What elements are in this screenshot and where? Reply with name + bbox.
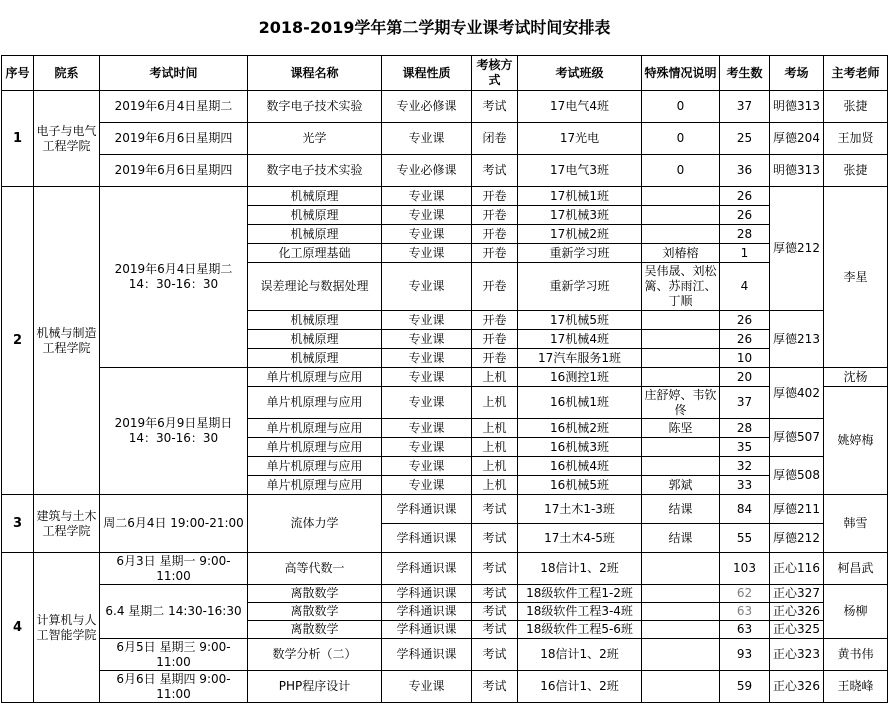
method-cell: 上机 xyxy=(472,438,518,457)
nature-cell: 专业课 xyxy=(382,349,472,368)
table-row xyxy=(2,671,888,703)
table-row xyxy=(2,639,888,671)
count-cell: 35 xyxy=(720,438,770,457)
note-cell xyxy=(642,349,720,368)
table-row xyxy=(2,91,888,123)
note-cell: 结课 xyxy=(642,524,720,553)
nature-cell: 专业课 xyxy=(382,263,472,311)
nature-cell: 专业课 xyxy=(382,457,472,476)
method-cell: 上机 xyxy=(472,419,518,438)
header-dept: 院系 xyxy=(34,56,100,91)
course-cell: 机械原理 xyxy=(248,349,382,368)
room-cell: 厚德212 xyxy=(770,524,824,553)
method-cell: 开卷 xyxy=(472,330,518,349)
course-cell: 数字电子技术实验 xyxy=(248,155,382,187)
count-cell: 10 xyxy=(720,349,770,368)
room-cell: 厚德402 xyxy=(770,368,824,419)
dept-cell: 建筑与土木工程学院 xyxy=(34,495,100,553)
method-cell: 开卷 xyxy=(472,311,518,330)
method-cell: 考试 xyxy=(472,621,518,639)
table-row xyxy=(2,368,888,387)
teacher-cell: 黄书伟 xyxy=(824,639,888,671)
class-cell: 18信计1、2班 xyxy=(518,639,642,671)
nature-cell: 专业课 xyxy=(382,244,472,263)
room-cell: 厚德204 xyxy=(770,123,824,155)
nature-cell: 学科通识课 xyxy=(382,553,472,585)
nature-cell: 专业课 xyxy=(382,387,472,419)
note-cell: 0 xyxy=(642,123,720,155)
method-cell: 上机 xyxy=(472,368,518,387)
count-cell: 36 xyxy=(720,155,770,187)
method-cell: 上机 xyxy=(472,387,518,419)
note-cell: 结课 xyxy=(642,495,720,524)
class-cell: 17机械1班 xyxy=(518,187,642,206)
header-method: 考核方式 xyxy=(472,56,518,91)
note-cell xyxy=(642,438,720,457)
class-cell: 重新学习班 xyxy=(518,244,642,263)
seq-cell: 4 xyxy=(2,553,34,703)
nature-cell: 学科通识课 xyxy=(382,621,472,639)
method-cell: 考试 xyxy=(472,91,518,123)
nature-cell: 专业课 xyxy=(382,438,472,457)
teacher-cell: 杨柳 xyxy=(824,585,888,639)
method-cell: 开卷 xyxy=(472,244,518,263)
note-cell xyxy=(642,368,720,387)
count-cell: 93 xyxy=(720,639,770,671)
nature-cell: 专业课 xyxy=(382,123,472,155)
course-cell: PHP程序设计 xyxy=(248,671,382,703)
class-cell: 16机械5班 xyxy=(518,476,642,495)
count-cell: 4 xyxy=(720,263,770,311)
note-cell xyxy=(642,225,720,244)
course-cell: 机械原理 xyxy=(248,206,382,225)
note-cell: 陈坚 xyxy=(642,419,720,438)
nature-cell: 专业课 xyxy=(382,206,472,225)
teacher-cell: 李星 xyxy=(824,187,888,368)
count-cell: 26 xyxy=(720,187,770,206)
method-cell: 闭卷 xyxy=(472,123,518,155)
teacher-cell: 柯昌武 xyxy=(824,553,888,585)
count-cell: 37 xyxy=(720,91,770,123)
nature-cell: 专业课 xyxy=(382,187,472,206)
note-cell xyxy=(642,330,720,349)
class-cell: 17汽车服务1班 xyxy=(518,349,642,368)
note-cell: 0 xyxy=(642,91,720,123)
course-cell: 离散数学 xyxy=(248,603,382,621)
nature-cell: 学科通识课 xyxy=(382,585,472,603)
room-cell: 厚德212 xyxy=(770,187,824,311)
nature-cell: 学科通识课 xyxy=(382,495,472,524)
count-cell: 37 xyxy=(720,387,770,419)
course-cell: 数学分析（二） xyxy=(248,639,382,671)
teacher-cell: 沈杨 xyxy=(824,368,888,387)
class-cell: 16机械3班 xyxy=(518,438,642,457)
time-cell: 2019年6月4日星期二 xyxy=(100,91,248,123)
header-seq: 序号 xyxy=(2,56,34,91)
time-cell: 2019年6月9日星期日 14：30-16：30 xyxy=(100,368,248,495)
count-cell: 32 xyxy=(720,457,770,476)
table-row xyxy=(2,123,888,155)
count-cell: 26 xyxy=(720,330,770,349)
time-cell: 6月3日 星期一 9:00-11:00 xyxy=(100,553,248,585)
count-cell: 33 xyxy=(720,476,770,495)
course-cell: 单片机原理与应用 xyxy=(248,368,382,387)
nature-cell: 专业课 xyxy=(382,330,472,349)
course-cell: 高等代数一 xyxy=(248,553,382,585)
method-cell: 考试 xyxy=(472,585,518,603)
count-cell: 62 xyxy=(720,585,770,603)
class-cell: 17机械3班 xyxy=(518,206,642,225)
method-cell: 考试 xyxy=(472,639,518,671)
count-cell: 28 xyxy=(720,225,770,244)
time-cell: 2019年6月4日星期二 14：30-16：30 xyxy=(100,187,248,368)
note-cell xyxy=(642,603,720,621)
note-cell xyxy=(642,187,720,206)
header-count: 考生数 xyxy=(720,56,770,91)
table-row xyxy=(2,585,888,603)
course-cell: 机械原理 xyxy=(248,330,382,349)
table-row xyxy=(2,495,888,524)
time-cell: 2019年6月6日星期四 xyxy=(100,155,248,187)
teacher-cell: 张捷 xyxy=(824,155,888,187)
table-row xyxy=(2,155,888,187)
count-cell: 28 xyxy=(720,419,770,438)
course-cell: 离散数学 xyxy=(248,585,382,603)
table-row xyxy=(2,553,888,585)
note-cell xyxy=(642,621,720,639)
note-cell xyxy=(642,671,720,703)
dept-cell: 机械与制造工程学院 xyxy=(34,187,100,495)
nature-cell: 专业课 xyxy=(382,368,472,387)
header-room: 考场 xyxy=(770,56,824,91)
teacher-cell: 王晓峰 xyxy=(824,671,888,703)
teacher-cell: 张捷 xyxy=(824,91,888,123)
count-cell: 63 xyxy=(720,603,770,621)
room-cell: 厚德211 xyxy=(770,495,824,524)
count-cell: 20 xyxy=(720,368,770,387)
nature-cell: 学科通识课 xyxy=(382,639,472,671)
room-cell: 正心325 xyxy=(770,621,824,639)
nature-cell: 学科通识课 xyxy=(382,603,472,621)
course-cell: 单片机原理与应用 xyxy=(248,457,382,476)
nature-cell: 学科通识课 xyxy=(382,524,472,553)
class-cell: 16机械1班 xyxy=(518,387,642,419)
method-cell: 开卷 xyxy=(472,206,518,225)
class-cell: 18信计1、2班 xyxy=(518,553,642,585)
course-cell: 数字电子技术实验 xyxy=(248,91,382,123)
class-cell: 18级软件工程1-2班 xyxy=(518,585,642,603)
header-course: 课程名称 xyxy=(248,56,382,91)
course-cell: 光学 xyxy=(248,123,382,155)
note-cell xyxy=(642,585,720,603)
table-row xyxy=(2,187,888,206)
room-cell: 厚德508 xyxy=(770,457,824,495)
method-cell: 考试 xyxy=(472,495,518,524)
note-cell xyxy=(642,457,720,476)
note-cell xyxy=(642,206,720,225)
dept-cell: 电子与电气工程学院 xyxy=(34,91,100,187)
room-cell: 正心326 xyxy=(770,671,824,703)
count-cell: 63 xyxy=(720,621,770,639)
room-cell: 厚德213 xyxy=(770,311,824,368)
note-cell xyxy=(642,311,720,330)
time-cell: 周二6月4日 19:00-21:00 xyxy=(100,495,248,553)
class-cell: 17土木4-5班 xyxy=(518,524,642,553)
course-cell: 化工原理基础 xyxy=(248,244,382,263)
count-cell: 84 xyxy=(720,495,770,524)
method-cell: 开卷 xyxy=(472,263,518,311)
class-cell: 16信计1、2班 xyxy=(518,671,642,703)
class-cell: 17电气4班 xyxy=(518,91,642,123)
count-cell: 26 xyxy=(720,311,770,330)
count-cell: 103 xyxy=(720,553,770,585)
teacher-cell: 王加贤 xyxy=(824,123,888,155)
room-cell: 明德313 xyxy=(770,155,824,187)
course-cell: 单片机原理与应用 xyxy=(248,438,382,457)
class-cell: 17机械4班 xyxy=(518,330,642,349)
method-cell: 考试 xyxy=(472,524,518,553)
time-cell: 6.4 星期二 14:30-16:30 xyxy=(100,585,248,639)
course-cell: 离散数学 xyxy=(248,621,382,639)
nature-cell: 专业必修课 xyxy=(382,91,472,123)
count-cell: 55 xyxy=(720,524,770,553)
method-cell: 考试 xyxy=(472,603,518,621)
note-cell: 庄舒婷、韦钦佟 xyxy=(642,387,720,419)
header-note: 特殊情况说明 xyxy=(642,56,720,91)
class-cell: 16机械4班 xyxy=(518,457,642,476)
course-cell: 机械原理 xyxy=(248,187,382,206)
time-cell: 2019年6月6日星期四 xyxy=(100,123,248,155)
note-cell: 郭斌 xyxy=(642,476,720,495)
count-cell: 26 xyxy=(720,206,770,225)
header-teacher: 主考老师 xyxy=(824,56,888,91)
method-cell: 考试 xyxy=(472,155,518,187)
seq-cell: 2 xyxy=(2,187,34,495)
room-cell: 正心323 xyxy=(770,639,824,671)
course-cell: 流体力学 xyxy=(248,495,382,553)
nature-cell: 专业课 xyxy=(382,671,472,703)
count-cell: 1 xyxy=(720,244,770,263)
header-class: 考试班级 xyxy=(518,56,642,91)
class-cell: 重新学习班 xyxy=(518,263,642,311)
class-cell: 17土木1-3班 xyxy=(518,495,642,524)
course-cell: 单片机原理与应用 xyxy=(248,476,382,495)
class-cell: 16测控1班 xyxy=(518,368,642,387)
room-cell: 正心116 xyxy=(770,553,824,585)
teacher-cell: 韩雪 xyxy=(824,495,888,553)
course-cell: 机械原理 xyxy=(248,225,382,244)
class-cell: 17光电 xyxy=(518,123,642,155)
count-cell: 25 xyxy=(720,123,770,155)
time-cell: 6月6日 星期四 9:00-11:00 xyxy=(100,671,248,703)
seq-cell: 3 xyxy=(2,495,34,553)
nature-cell: 专业课 xyxy=(382,225,472,244)
header-row xyxy=(2,56,888,91)
room-cell: 厚德507 xyxy=(770,419,824,457)
course-cell: 单片机原理与应用 xyxy=(248,419,382,438)
header-nature: 课程性质 xyxy=(382,56,472,91)
exam-schedule-table xyxy=(1,55,888,703)
nature-cell: 专业课 xyxy=(382,419,472,438)
method-cell: 开卷 xyxy=(472,187,518,206)
method-cell: 考试 xyxy=(472,671,518,703)
method-cell: 开卷 xyxy=(472,349,518,368)
teacher-cell: 姚婷梅 xyxy=(824,387,888,495)
room-cell: 正心326 xyxy=(770,603,824,621)
class-cell: 17电气3班 xyxy=(518,155,642,187)
class-cell: 18级软件工程3-4班 xyxy=(518,603,642,621)
class-cell: 18级软件工程5-6班 xyxy=(518,621,642,639)
note-cell: 刘椿榕 xyxy=(642,244,720,263)
time-cell: 6月5日 星期三 9:00-11:00 xyxy=(100,639,248,671)
room-cell: 明德313 xyxy=(770,91,824,123)
note-cell: 0 xyxy=(642,155,720,187)
method-cell: 上机 xyxy=(472,457,518,476)
method-cell: 开卷 xyxy=(472,225,518,244)
page-title: 2018-2019学年第二学期专业课考试时间安排表 xyxy=(258,18,611,37)
class-cell: 17机械2班 xyxy=(518,225,642,244)
nature-cell: 专业必修课 xyxy=(382,155,472,187)
count-cell: 59 xyxy=(720,671,770,703)
note-cell xyxy=(642,639,720,671)
note-cell: 吴伟晟、刘松篱、苏雨江、丁顺 xyxy=(642,263,720,311)
method-cell: 考试 xyxy=(472,553,518,585)
course-cell: 机械原理 xyxy=(248,311,382,330)
note-cell xyxy=(642,553,720,585)
seq-cell: 1 xyxy=(2,91,34,187)
method-cell: 上机 xyxy=(472,476,518,495)
class-cell: 17机械5班 xyxy=(518,311,642,330)
room-cell: 正心327 xyxy=(770,585,824,603)
nature-cell: 专业课 xyxy=(382,476,472,495)
course-cell: 误差理论与数据处理 xyxy=(248,263,382,311)
dept-cell: 计算机与人工智能学院 xyxy=(34,553,100,703)
class-cell: 16机械2班 xyxy=(518,419,642,438)
course-cell: 单片机原理与应用 xyxy=(248,387,382,419)
header-time: 考试时间 xyxy=(100,56,248,91)
nature-cell: 专业课 xyxy=(382,311,472,330)
